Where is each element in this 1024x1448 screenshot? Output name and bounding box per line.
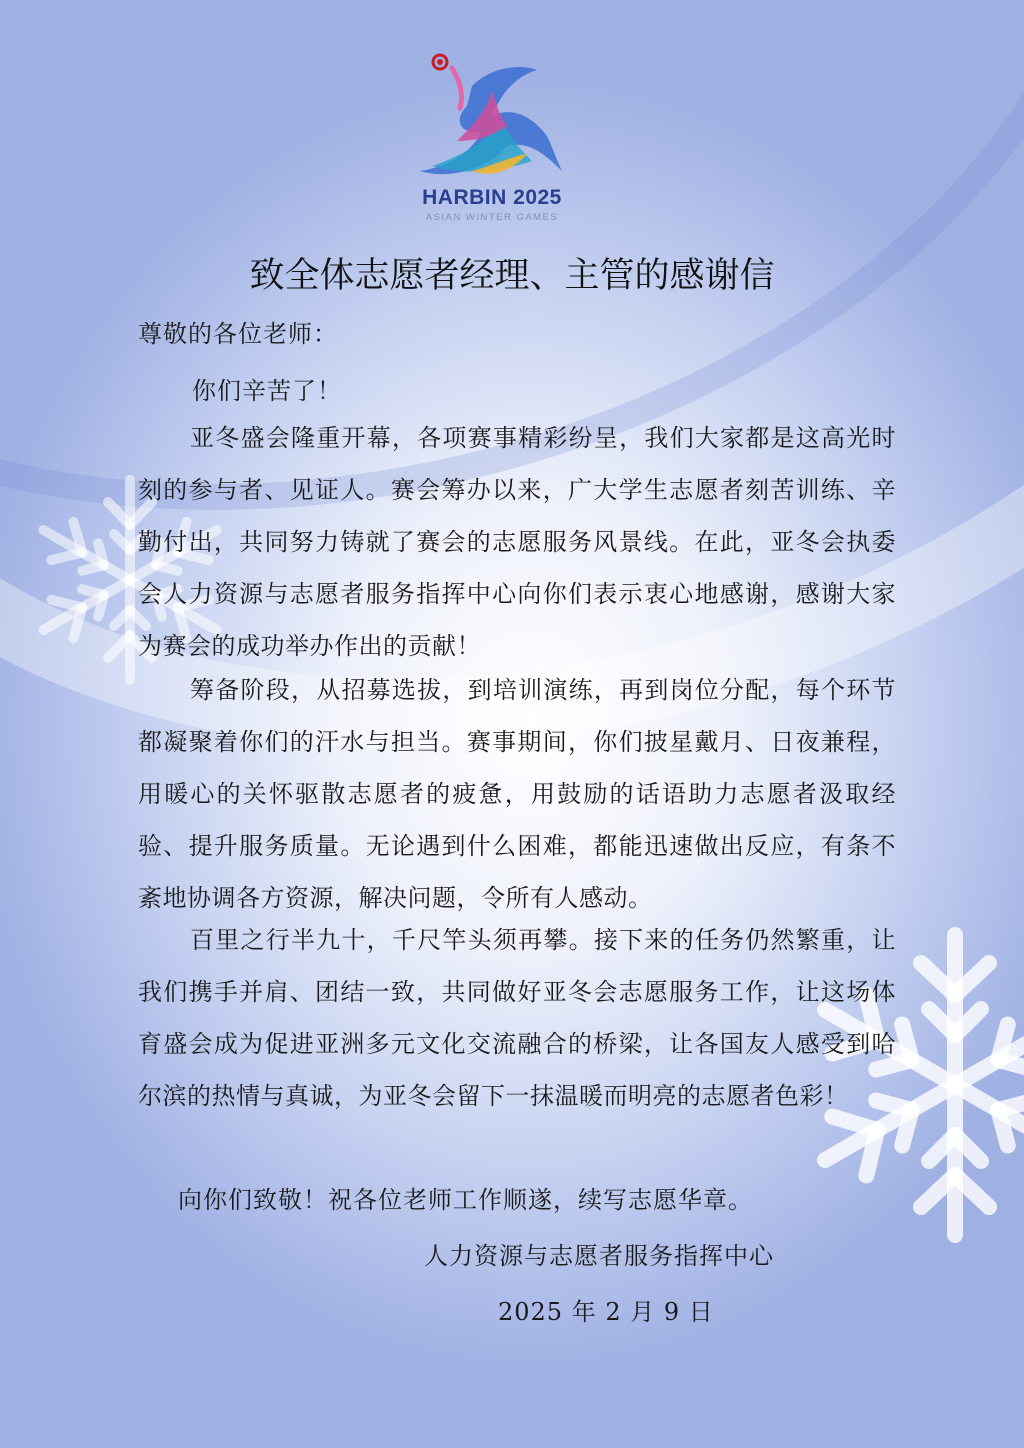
letter-paragraph: 百里之行半九十，千尺竿头须再攀。接下来的任务仍然繁重，让我们携手并肩、团结一致，共同做好亚冬会志愿服务工作，让这场体育盛会成为促进亚洲多元文化交流融合的桥梁，让各国友人感受到哈尔滨的热情与真诚，为亚冬会留下一抹温暖而明亮的志愿者色彩！ [138,926,896,1110]
closing-line: 向你们致敬！祝各位老师工作顺遂，续写志愿华章。 [178,1186,753,1214]
letter-paragraph: 筹备阶段，从招募选拔，到培训演练，再到岗位分配，每个环节都凝聚着你们的汗水与担当。赛事期间，你们披星戴月、日夜兼程，用暖心的关怀驱散志愿者的疲惫，用鼓励的话语助力志愿者汲取经验、提升服务质量。无论遇到什么困难，都能迅速做出反应，有条不紊地协调各方资源，解决问题，令所有人感动。 [138,676,896,912]
letter-title: 致全体志愿者经理、主管的感谢信 [249,256,775,296]
letter-date: 2025 年 2 月 9 日 [498,1298,714,1326]
harbin-2025-logo [412,46,572,226]
salutation: 尊敬的各位老师： [138,320,338,348]
logo-emblem [412,46,572,186]
letter-paragraph: 亚冬盛会隆重开幕，各项赛事精彩纷呈，我们大家都是这高光时刻的参与者、见证人。赛会筹办以来，广大学生志愿者刻苦训练、辛勤付出，共同努力铸就了赛会的志愿服务风景线。在此，亚冬会执委会人力资源与志愿者服务指挥中心向你们表示衷心地感谢，感谢大家为赛会的成功举办作出的贡献！ [138,424,896,660]
signature: 人力资源与志愿者服务指挥中心 [424,1242,774,1270]
logo-subtitle: ASIAN WINTER GAMES [425,212,559,223]
logo-brand-text: HARBIN 2025 [422,186,562,209]
greeting: 你们辛苦了！ [192,377,342,405]
